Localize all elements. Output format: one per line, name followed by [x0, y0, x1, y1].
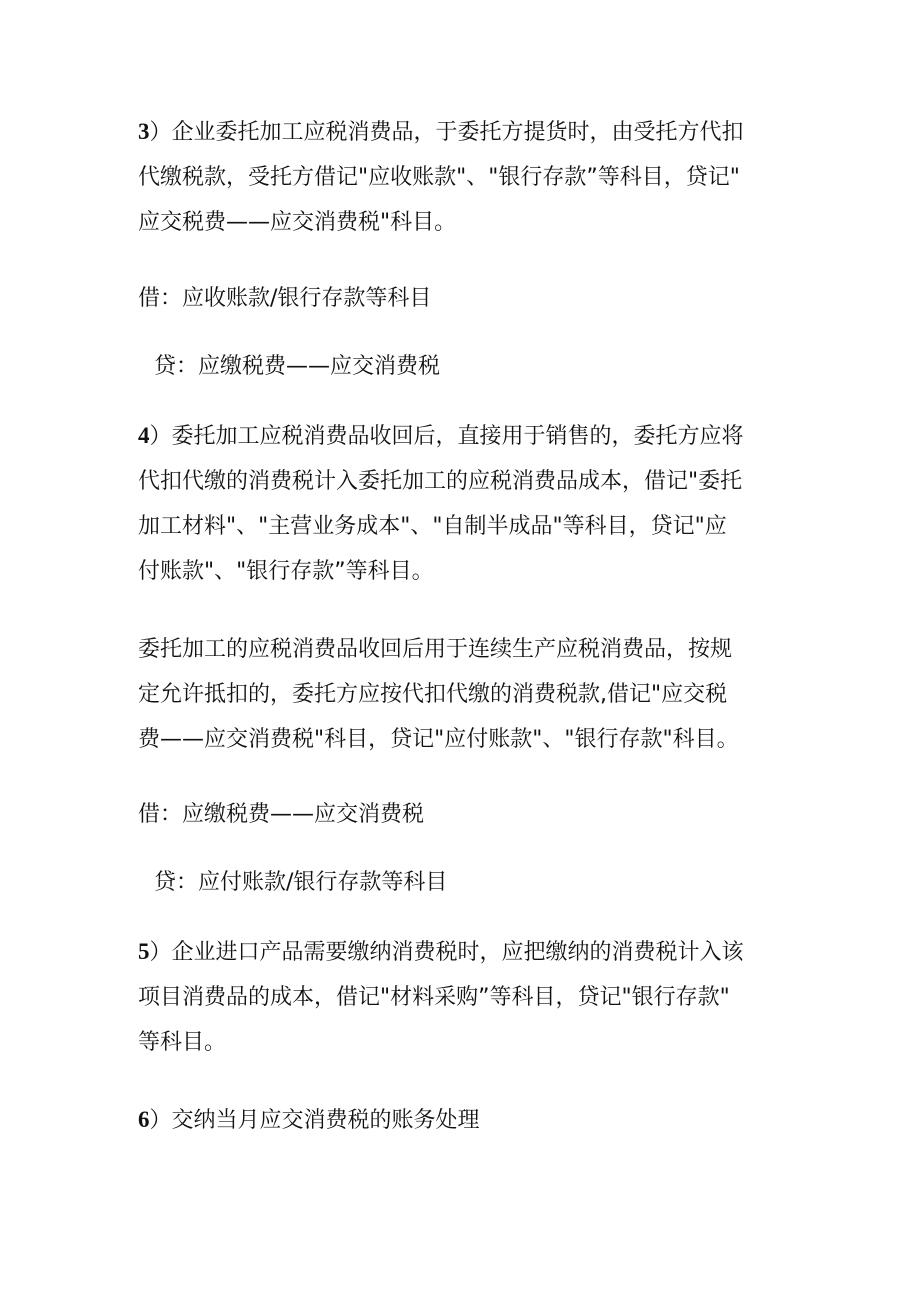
paragraph-continuous-production [138, 627, 788, 762]
item-number: 4 [138, 423, 150, 448]
paragraph-line: 6）交纳当月应交消费税的账务处理 [138, 1107, 480, 1133]
paragraph-line: 费——应交消费税"科目，贷记"应付账款"、"银行存款"科目。 [138, 727, 739, 752]
paragraph-6 [138, 1097, 788, 1143]
paragraph-line: 等科目。 [138, 1030, 227, 1055]
paragraph-5 [138, 929, 788, 1065]
journal-debit-line: 借：应收账款/银行存款等科目 [138, 286, 432, 311]
paragraph-line: 代缴税款，受托方借记"应收账款"、"银行存款”等科目，贷记" [138, 165, 740, 190]
paragraph-line: 委托加工的应税消费品收回后用于连续生产应税消费品，按规 [138, 637, 733, 662]
paragraph-line: 付账款"、"银行存款”等科目。 [138, 559, 434, 584]
paragraph-4 [138, 413, 788, 594]
item-number: 3 [138, 119, 150, 144]
paragraph-line: 5）企业进口产品需要缴纳消费税时，应把缴纳的消费税计入该 [138, 939, 744, 965]
journal-debit-line: 借：应缴税费——应交消费税 [138, 802, 425, 827]
item-number: 5 [138, 939, 150, 964]
paragraph-3 [138, 109, 788, 245]
journal-credit-line: 贷：应缴税费——应交消费税 [154, 354, 441, 379]
paragraph-line: 加工材料"、"主营业务成本"、"自制半成品"等科目，贷记"应 [138, 514, 727, 539]
paragraph-line: 4）委托加工应税消费品收回后，直接用于销售的，委托方应将 [138, 423, 744, 449]
paragraph-line: 应交税费——应交消费税"科目。 [138, 210, 457, 235]
paragraph-line: 代扣代缴的消费税计入委托加工的应税消费品成本，借记"委托 [138, 469, 743, 494]
paragraph-line: 3）企业委托加工应税消费品，于委托方提货时，由受托方代扣 [138, 119, 744, 145]
paragraph-line: 项目消费品的成本，借记"材料采购”等科目，贷记"银行存款" [138, 985, 730, 1010]
journal-credit-line: 贷：应付账款/银行存款等科目 [154, 870, 448, 895]
paragraph-line: 定允许抵扣的，委托方应按代扣代缴的消费税款,借记"应交税 [138, 682, 728, 707]
item-number: 6 [138, 1107, 150, 1132]
